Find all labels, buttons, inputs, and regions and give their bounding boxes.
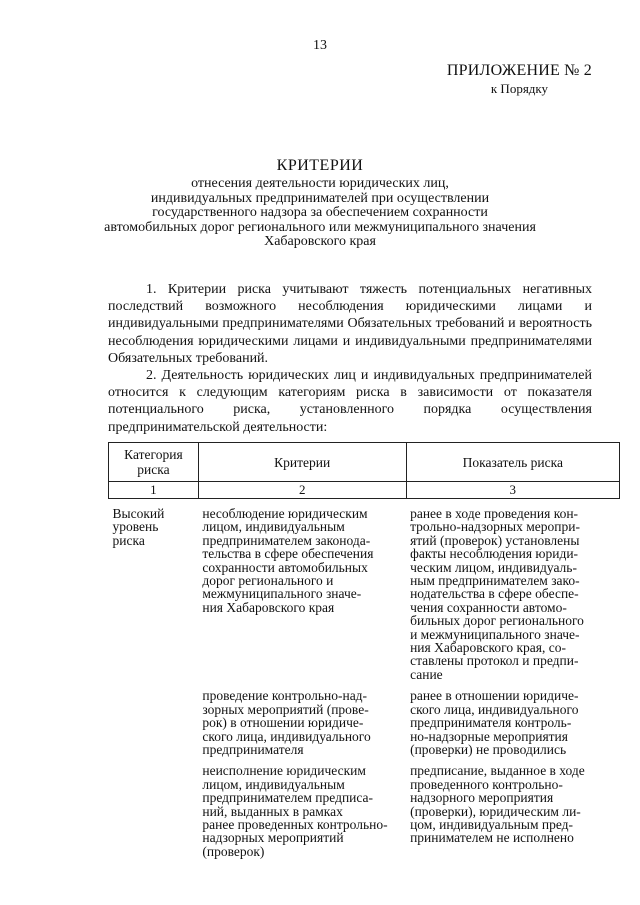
indicator-line: предписание, выданное в ходе (410, 763, 585, 779)
document-heading: КРИТЕРИИ (276, 157, 364, 174)
indicator-line: ния Хабаровского края, со- (410, 640, 566, 656)
subheading-line: Хабаровского края (264, 234, 376, 249)
header-category-text: Категория риска (124, 447, 183, 477)
criteria-line: лицом, индивидуальным (202, 519, 345, 535)
subheading-line: автомобильных дорог регионального или межмуниципального значения (104, 219, 536, 235)
indicator-line: сание (410, 666, 443, 682)
category-cell (109, 507, 199, 681)
category-line: уровень (112, 519, 159, 535)
criteria-line: ния Хабаровского края (202, 599, 335, 615)
criteria-line: сохранности автомобильных (202, 559, 368, 575)
indicator-line: ранее в ходе проведения кон- (410, 506, 579, 521)
risk-criteria-table (108, 442, 620, 858)
criteria-line: тельства в сфере обеспечения (202, 546, 374, 562)
column-number-row (109, 482, 620, 499)
criteria-line: ний, выданных в рамках (202, 803, 343, 819)
body-text (108, 281, 592, 436)
paragraph-2: 2. Деятельность юридических лиц и индивидуальных предпринимателей относится к следующим категориям риска в зависимости от показателя потенциального риска, установленного порядка осуществления предпринимательской деятельности: (108, 368, 592, 435)
category-cell (109, 764, 199, 858)
indicator-line: цом, индивидуальным пред- (410, 816, 574, 832)
indicator-line: ческим лицом, индивидуаль- (410, 559, 577, 575)
subheading-line: государственного надзора за обеспечением сохранности (152, 205, 488, 220)
criteria-line: зорных мероприятий (прове- (202, 701, 369, 717)
appendix-block (447, 62, 592, 97)
indicator-line: ского лица, индивидуального (410, 701, 579, 717)
indicator-line: принимателем не исполнено (410, 830, 574, 846)
criteria-line: лицом, индивидуальным (202, 776, 345, 792)
column-number-3: 3 (406, 482, 619, 499)
indicator-line: ным предпринимателем зако- (410, 573, 580, 589)
criteria-line: (проверок) (202, 843, 265, 859)
table-row (109, 507, 620, 681)
header-category (109, 443, 199, 482)
criteria-line: предпринимателя (202, 741, 304, 757)
document-subheading (60, 177, 580, 250)
criteria-line: дорог регионального и (202, 573, 334, 589)
table-row (109, 764, 620, 858)
indicator-cell (406, 689, 619, 756)
indicator-cell (406, 764, 619, 858)
appendix-title: ПРИЛОЖЕНИЕ № 2 (446, 62, 592, 79)
indicator-line: бильных дорог регионального (410, 613, 584, 629)
page-number: 13 (313, 38, 327, 53)
indicator-line: ранее в отношении юридиче- (410, 688, 579, 704)
indicator-line: ставлены протокол и предпи- (410, 653, 579, 669)
subheading-line: индивидуальных предпринимателей при осуществлении (150, 190, 490, 206)
criteria-line: ранее проведенных контрольно- (202, 816, 388, 832)
indicator-line: нодательства в сфере обеспе- (410, 586, 579, 602)
appendix-subtitle: к Порядку (490, 81, 549, 96)
indicator-line: предпринимателя контроль- (410, 715, 572, 731)
paragraph-1: 1. Критерии риска учитывают тяжесть потенциальных негативных последствий возможного несоблюдения юридическими лицами и индивидуальными предпринимателями Обязательных требований и вероятность несоблюдения юридическими лицами и индивидуальными предпринимателями Обязательных требований. (108, 282, 592, 366)
criteria-line: неисполнение юридическим (202, 763, 366, 779)
category-line: риска (112, 532, 145, 548)
criteria-cell (198, 507, 406, 681)
criteria-line: предпринимателем предписа- (202, 790, 374, 806)
indicator-line: ятий (проверок) установлены (410, 532, 580, 548)
table-row (109, 689, 620, 756)
criteria-line: межмуниципального значе- (202, 586, 362, 602)
criteria-cell (198, 764, 406, 858)
indicator-line: надзорного мероприятия (410, 790, 554, 806)
criteria-line: рок) в отношении юридиче- (202, 715, 364, 731)
indicator-line: (проверки), юридическим ли- (410, 803, 581, 819)
criteria-line: предпринимателем законода- (202, 532, 371, 548)
header-criteria: Критерии (198, 443, 406, 482)
indicator-line: проведенного контрольно- (410, 776, 563, 792)
indicator-line: и межмуниципального значе- (410, 626, 580, 642)
indicator-line: но-надзорные мероприятия (410, 728, 568, 744)
table-header-row (109, 443, 620, 482)
criteria-cell (198, 689, 406, 756)
indicator-line: факты несоблюдения юриди- (410, 546, 579, 562)
criteria-line: несоблюдение юридическим (202, 506, 368, 521)
criteria-line: ского лица, индивидуального (202, 728, 371, 744)
column-number-1: 1 (109, 482, 199, 499)
subheading-line: отнесения деятельности юридических лиц, (191, 176, 449, 191)
category-line: Высокий (112, 506, 165, 521)
category-cell (109, 689, 199, 756)
indicator-line: чения сохранности автомо- (410, 599, 567, 615)
indicator-line: (проверки) не проводились (410, 741, 567, 757)
indicator-cell (406, 507, 619, 681)
criteria-line: надзорных мероприятий (202, 830, 344, 846)
header-indicator: Показатель риска (406, 443, 619, 482)
indicator-line: трольно-надзорных меропри- (410, 519, 580, 535)
column-number-2: 2 (198, 482, 406, 499)
criteria-line: проведение контрольно-над- (202, 688, 368, 704)
